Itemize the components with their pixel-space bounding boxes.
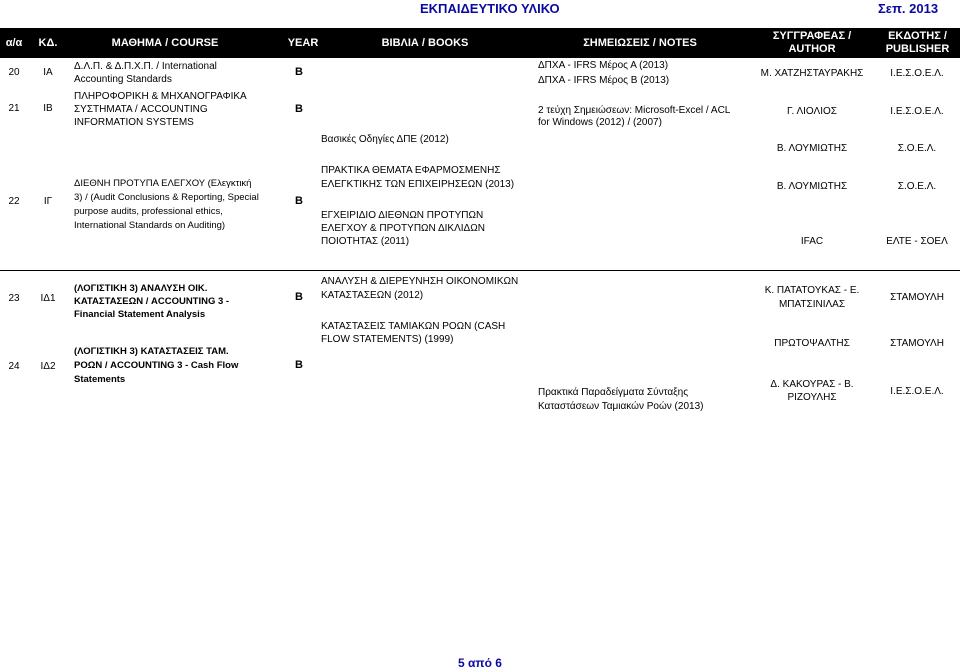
author-2: IFAC [800, 236, 824, 247]
col-books: ΒΙΒΛΙΑ / BOOKS [381, 36, 469, 49]
book-1-line-2: ΕΛΕΓΚΤΙΚΗΣ ΤΩΝ ΕΠΙΧΕΙΡΗΣΕΩΝ (2013) [321, 179, 515, 190]
author-2-line-1: Δ. ΚΑΚΟΥΡΑΣ - Β. [770, 379, 854, 390]
book-line-1: ΑΝΑΛΥΣΗ & ΔΙΕΡΕΥΝΗΣΗ ΟΙΚΟΝΟΜΙΚΩΝ [321, 276, 519, 287]
year-level: Β [295, 195, 303, 207]
table-header [0, 28, 960, 58]
author-2-line-2: ΡΙΖΟΥΛΗΣ [787, 392, 837, 403]
row-number: 24 [8, 361, 20, 372]
row-number: 22 [8, 196, 20, 207]
course-line-1: Δ.Λ.Π. & Δ.Π.Χ.Π. / International [74, 61, 217, 72]
row-number: 23 [8, 293, 20, 304]
col-publisher-l2: PUBLISHER [885, 43, 950, 55]
publisher: Ι.Ε.Σ.Ο.Ε.Λ. [890, 106, 944, 117]
col-author [752, 28, 872, 58]
publisher-2: Ι.Ε.Σ.Ο.Ε.Λ. [890, 386, 944, 397]
book-2-line-1: ΕΓΧΕΙΡΙΔΙΟ ΔΙΕΘΝΩΝ ΠΡΟΤΥΠΩΝ [321, 210, 484, 221]
course-line-1: (ΛΟΓΙΣΤΙΚΗ 3) ΑΝΑΛΥΣΗ ΟΙΚ. [74, 283, 208, 294]
document-title: ΕΚΠΑΙΔΕΥΤΙΚΟ ΥΛΙΚΟ [420, 1, 560, 16]
author-line-2: ΜΠΑΤΣΙΝΙΛΑΣ [778, 299, 846, 310]
book-line-2: FLOW STATEMENTS) (1999) [321, 334, 454, 345]
book-2-line-3: ΠΟΙΟΤΗΤΑΣ (2011) [321, 236, 410, 247]
author: Γ. ΛΙΟΛΙΟΣ [787, 106, 837, 117]
document-date: Σεπ. 2013 [878, 1, 939, 16]
year-level: Β [295, 103, 303, 115]
note-line-2: ΔΠΧΑ - IFRS Μέρος Β (2013) [538, 75, 670, 86]
book-line-2: ΚΑΤΑΣΤΑΣΕΩΝ (2012) [321, 290, 424, 301]
row-number: 21 [8, 103, 20, 114]
col-publisher-l1: ΕΚΔΟΤΗΣ / [888, 30, 947, 42]
publisher-2: Σ.Ο.Ε.Λ. [897, 143, 937, 154]
course-line-1: ΠΛΗΡΟΦΟΡΙΚΗ & ΜΗΧΑΝΟΓΡΑΦΙΚΑ [74, 91, 247, 102]
course-line-2: Accounting Standards [74, 74, 172, 85]
course-line-2: ΡΟΩΝ / ACCOUNTING 3 - Cash Flow [74, 360, 239, 371]
note-line-1: ΔΠΧΑ - IFRS Μέρος Α (2013) [538, 60, 669, 71]
year-level: Β [295, 359, 303, 371]
col-publisher [875, 28, 960, 58]
note-line-2: for Windows (2012) / (2007) [538, 117, 662, 128]
row-code: ΙΑ [43, 67, 53, 78]
course-line-4: International Standards on Auditing) [74, 220, 226, 231]
col-kd: ΚΔ. [38, 36, 58, 49]
row-code: ΙΔ2 [40, 361, 56, 372]
col-course: ΜΑΘΗΜΑ / COURSE [111, 36, 219, 49]
year-level: Β [295, 291, 303, 303]
author: Μ. ΧΑΤΖΗΣΤΑΥΡΑΚΗΣ [760, 68, 864, 79]
book-line-1: ΚΑΤΑΣΤΑΣΕΙΣ ΤΑΜΙΑΚΩΝ ΡΟΩΝ (CASH [321, 321, 506, 332]
note-line-2: Καταστάσεων Ταμιακών Ροών (2013) [538, 401, 704, 412]
publisher: ΣΤΑΜΟΥΛΗ [890, 292, 944, 303]
course-line-2: ΚΑΤΑΣΤΑΣΕΩΝ / ACCOUNTING 3 - [74, 296, 230, 307]
note-line-1: Πρακτικά Παραδείγματα Σύνταξης [538, 387, 689, 398]
book-2-line-2: ΕΛΕΓΧΟΥ & ΠΡΟΤΥΠΩΝ ΔΙΚΛΙΔΩΝ [321, 223, 485, 234]
book-1-line-1: ΠΡΑΚΤΙΚΑ ΘΕΜΑΤΑ ΕΦΑΡΜΟΣΜΕΝΗΣ [321, 165, 501, 176]
course-line-2: 3) / (Audit Conclusions & Reporting, Special [74, 192, 259, 203]
note-line-1: 2 τεύχη Σημειώσεων: Microsoft-Excel / ACL [538, 105, 731, 116]
book-title: Βασικές Οδηγίες ΔΠΕ (2012) [321, 134, 449, 145]
row-number: 20 [8, 67, 20, 78]
author: ΠΡΩΤΟΨΑΛΤΗΣ [774, 338, 850, 349]
author: Β. ΛΟΥΜΙΩΤΗΣ [776, 181, 848, 192]
author-line-1: Κ. ΠΑΤΑΤΟΥΚΑΣ - Ε. [764, 285, 860, 296]
col-author-l2: AUTHOR [788, 43, 836, 55]
course-line-1: ΔΙΕΘΝΗ ΠΡΟΤΥΠΑ ΕΛΕΓΧΟΥ (Ελεγκτική [74, 178, 252, 189]
publisher-2: ΕΛΤΕ - ΣΟΕΛ [886, 236, 948, 247]
col-author-l1: ΣΥΓΓΡΑΦΕΑΣ / [772, 30, 852, 42]
course-line-2: ΣΥΣΤΗΜΑΤΑ / ACCOUNTING [74, 104, 208, 115]
row-code: ΙΓ [43, 196, 53, 207]
course-line-3: Financial Statement Analysis [74, 309, 206, 320]
publisher: Ι.Ε.Σ.Ο.Ε.Λ. [890, 68, 944, 79]
publisher: Σ.Ο.Ε.Λ. [897, 181, 937, 192]
year-level: Β [295, 66, 303, 78]
course-line-3: INFORMATION SYSTEMS [74, 117, 194, 128]
page-number: 5 από 6 [458, 656, 502, 670]
course-line-3: Statements [74, 374, 126, 385]
course-line-1: (ΛΟΓΙΣΤΙΚΗ 3) ΚΑΤΑΣΤΑΣΕΙΣ ΤΑΜ. [74, 346, 229, 357]
publisher: ΣΤΑΜΟΥΛΗ [890, 338, 944, 349]
col-aa: α/α [5, 36, 23, 49]
col-year: YEAR [287, 36, 319, 49]
row-divider [0, 270, 960, 271]
course-line-3: purpose audits, professional ethics, [74, 206, 223, 217]
row-code: ΙΒ [43, 103, 53, 114]
col-notes: ΣΗΜΕΙΩΣΕΙΣ / NOTES [583, 36, 697, 49]
author-2: Β. ΛΟΥΜΙΩΤΗΣ [776, 143, 848, 154]
row-code: ΙΔ1 [40, 293, 56, 304]
